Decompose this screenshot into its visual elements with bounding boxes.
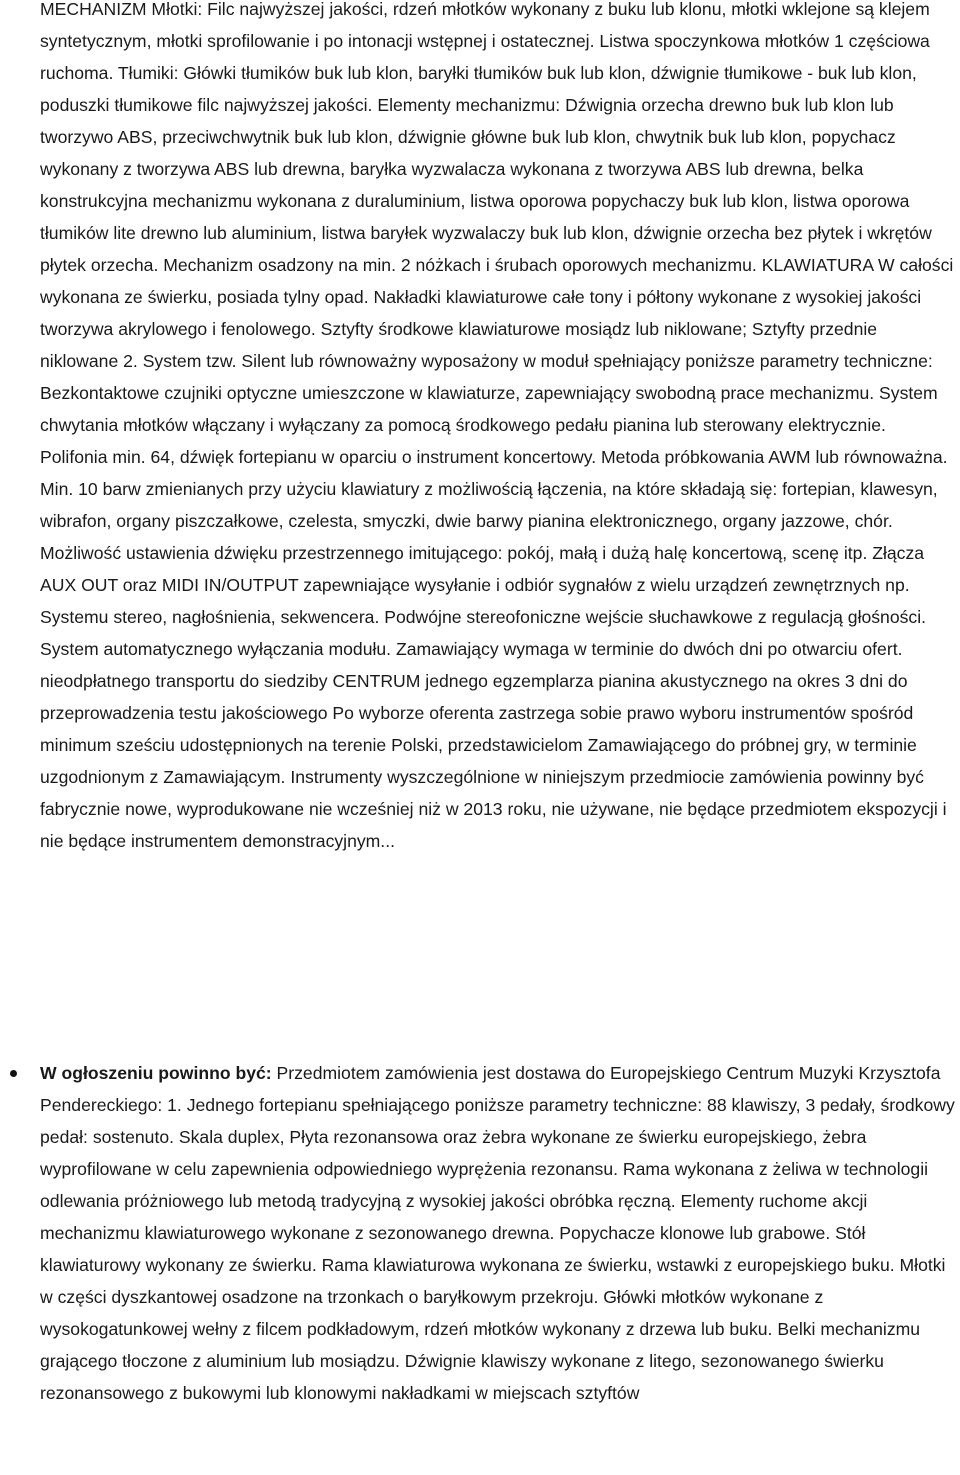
bold-lead-label: W ogłoszeniu powinno być: bbox=[40, 1063, 272, 1083]
bullet-icon bbox=[10, 1070, 17, 1077]
bullet-paragraph bbox=[40, 1057, 955, 1409]
bullet-body-text: Przedmiotem zamówienia jest dostawa do Europejskiego Centrum Muzyki Krzysztofa Pendereckiego: 1. Jednego fortepianu spełniającego poniższe parametry techniczne: 88 klawiszy, 3 pedały, środkowy pedał: sostenuto. Skala duplex, Płyta rezonansowa oraz żebra wykonane ze świerku europejskiego, żebra wyprofilowane w celu zapewnienia odpowiedniego wyprężenia rezonansu. Rama wykonana z żeliwa w technologii odlewania próżniowego lub metodą tradycyjną z wysokiej jakości obróbka ręczną. Elementy ruchome akcji mechanizmu klawiaturowego wykonane z sezonowanego drewna. Popychacze klonowe lub grabowe. Stół klawiaturowy wykonany ze świerku. Rama klawiaturowa wykonana ze świerku, wstawki z europejskiego buku. Młotki w części dyszkantowej osadzone na trzonkach o baryłkowym przekroju. Główki młotków wykonane z wysokogatunkowej wełny z filcem podkładowym, rdzeń młotków wykonany z drzewa lub buku. Belki mechanizmu grającego tłoczone z aluminium lub mosiądzu. Dźwignie klawiszy wykonane z litego, sezonowanego świerku rezonansowego z bukowymi lub klonowymi nakładkami w miejscach sztyftów bbox=[40, 1063, 955, 1403]
paragraph-mechanism-spec: MECHANIZM Młotki: Filc najwyższej jakości, rdzeń młotków wykonany z buku lub klonu, młotki wklejone są klejem syntetycznym, młotki sprofilowanie i po intonacji wstępnej i ostatecznej. Listwa spoczynkowa młotków 1 częściowa ruchoma. Tłumiki: Główki tłumików buk lub klon, baryłki tłumików buk lub klon, dźwignie tłumikowe - buk lub klon, poduszki tłumikowe filc najwyższej jakości. Elementy mechanizmu: Dźwignia orzecha drewno buk lub klon lub tworzywo ABS, przeciwchwytnik buk lub klon, dźwignie główne buk lub klon, chwytnik buk lub klon, popychacz wykonany z tworzywa ABS lub drewna, baryłka wyzwalacza wykonana z tworzywa ABS lub drewna, belka konstrukcyjna mechanizmu wykonana z duraluminium, listwa oporowa popychaczy buk lub klon, listwa oporowa tłumików lite drewno lub aluminium, listwa baryłek wyzwalaczy buk lub klon, dźwignie orzecha bez płytek i wkrętów płytek orzecha. Mechanizm osadzony na min. 2 nóżkach i śrubach oporowych mechanizmu. KLAWIATURA W całości wykonana ze świerku, posiada tylny opad. Nakładki klawiaturowe całe tony i półtony wykonane z wysokiej jakości tworzywa akrylowego i fenolowego. Sztyfty środkowe klawiaturowe mosiądz lub niklowane; Sztyfty przednie niklowane 2. System tzw. Silent lub równoważny wyposażony w moduł spełniający poniższe parametry techniczne: Bezkontaktowe czujniki optyczne umieszczone w klawiaturze, zapewniający swobodną prace mechanizmu. System chwytania młotków włączany i wyłączany za pomocą środkowego pedału pianina lub sterowany elektrycznie. Polifonia min. 64, dźwięk fortepianu w oparciu o instrument koncertowy. Metoda próbkowania AWM lub równoważna. Min. 10 barw zmienianych przy użyciu klawiatury z możliwością łączenia, na które składają się: fortepian, klawesyn, wibrafon, organy piszczałkowe, czelesta, smyczki, dwie barwy pianina elektronicznego, organy jazzowe, chór. Możliwość ustawienia dźwięku przestrzennego imitującego: pokój, małą i dużą halę koncertową, scenę itp. Złącza AUX OUT oraz MIDI IN/OUTPUT zapewniające wysyłanie i odbiór sygnałów z wielu urządzeń zewnętrznych np. Systemu stereo, nagłośnienia, sekwencera. Podwójne stereofoniczne wejście słuchawkowe z regulacją głośności. System automatycznego wyłączania modułu. Zamawiający wymaga w terminie do dwóch dni po otwarciu ofert. nieodpłatnego transportu do siedziby CENTRUM jednego egzemplarza pianina akustycznego na okres 3 dni do przeprowadzenia testu jakościowego Po wyborze oferenta zastrzega sobie prawo wyboru instrumentów spośród minimum sześciu udostępnionych na terenie Polski, przedstawicielom Zamawiającego do próbnej gry, w terminie uzgodnionym z Zamawiającym. Instrumenty wyszczególnione w niniejszym przedmiocie zamówienia powinny być fabrycznie nowe, wyprodukowane nie wcześniej niż w 2013 roku, nie używane, nie będące przedmiotem ekspozycji i nie będące instrumentem demonstracyjnym... bbox=[40, 0, 954, 851]
